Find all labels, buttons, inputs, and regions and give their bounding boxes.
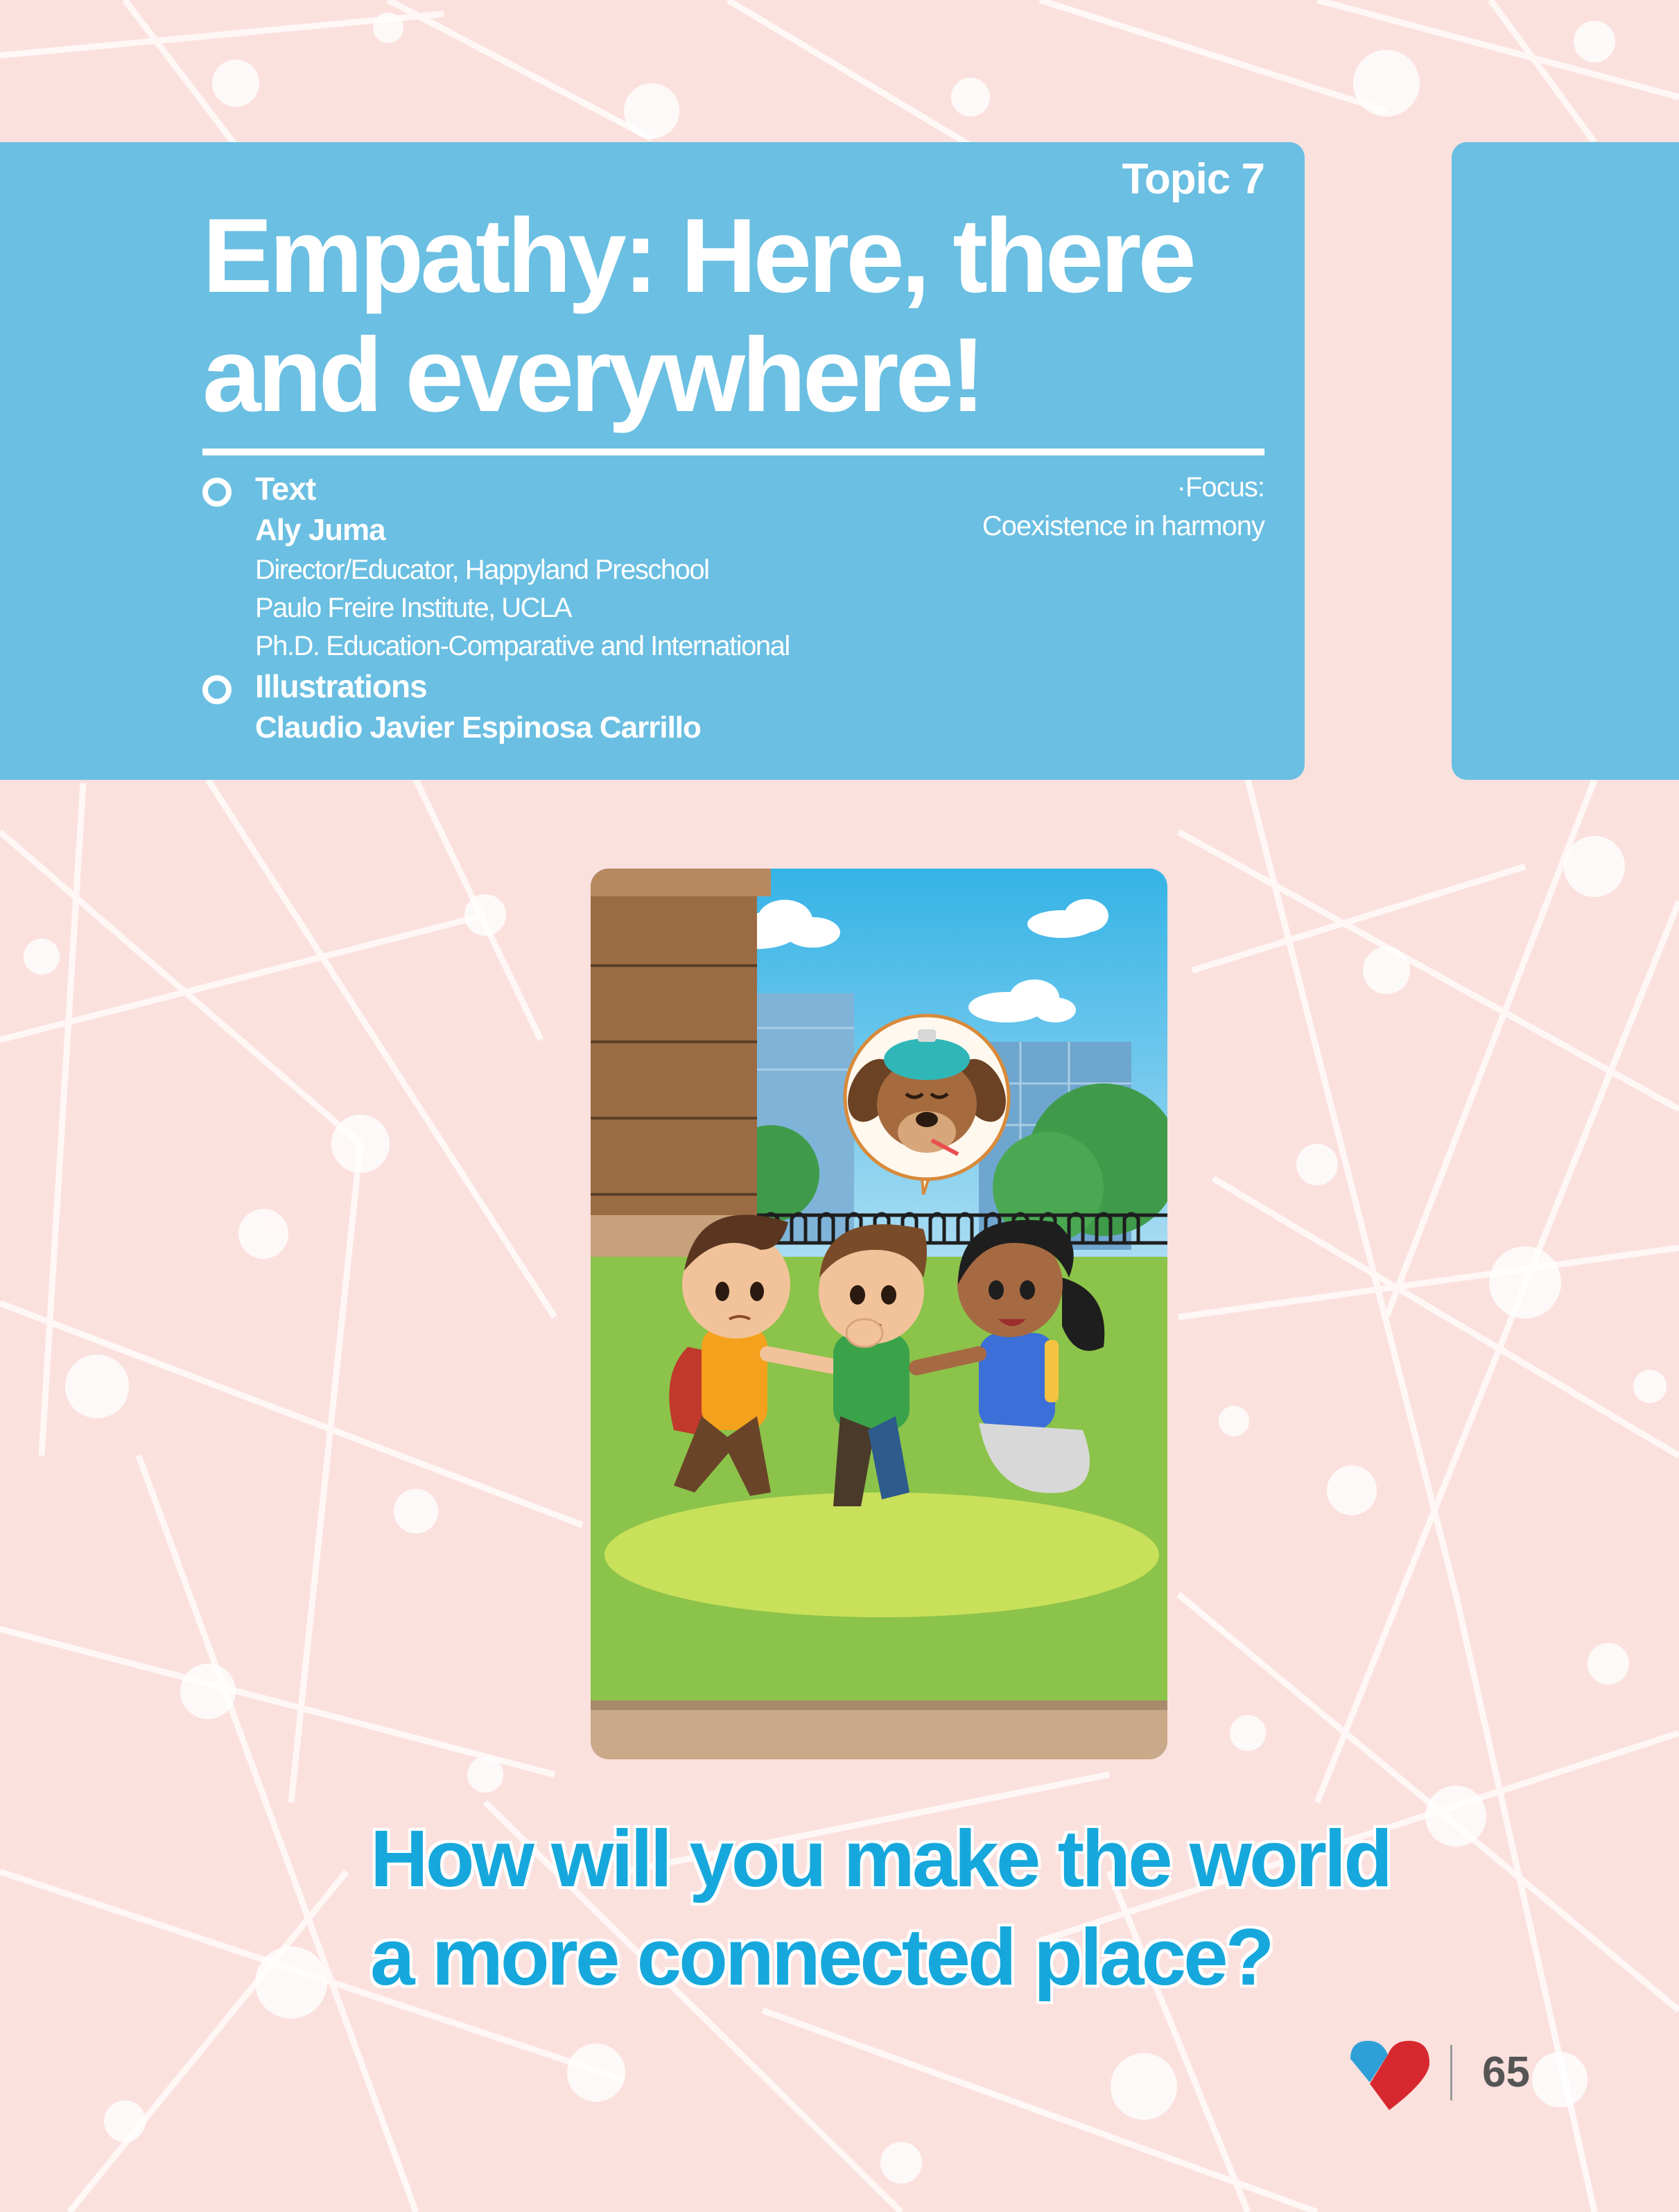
title-divider bbox=[202, 449, 1264, 455]
page-number: 65 bbox=[1482, 2048, 1530, 2096]
question-line-1: How will you make the world bbox=[370, 1813, 1391, 1904]
topic-header-panel bbox=[0, 142, 1305, 780]
illustrations-credit-heading: Illustrations bbox=[255, 668, 427, 704]
bullet-ring-icon bbox=[202, 478, 232, 507]
bullet-ring-icon bbox=[202, 675, 232, 704]
illustrator-name: Claudio Javier Espinosa Carrillo bbox=[255, 711, 701, 744]
path bbox=[591, 1707, 1167, 1759]
pillar bbox=[591, 879, 757, 1264]
text-credit bbox=[202, 468, 896, 665]
title-line-1: Empathy: Here, there bbox=[202, 197, 1193, 315]
pillar-cap bbox=[591, 869, 771, 896]
heart-logo-icon bbox=[1345, 2038, 1435, 2114]
question-line-2: a more connected place? bbox=[370, 1912, 1272, 2002]
focus-value: Coexistence in harmony bbox=[982, 511, 1264, 541]
author-line: Paulo Freire Institute, UCLA bbox=[255, 593, 571, 623]
illustration-credit bbox=[202, 665, 896, 749]
page-title bbox=[202, 196, 1270, 435]
focus-label: ·Focus: bbox=[1176, 472, 1264, 503]
topic-label: Topic 7 bbox=[1122, 155, 1264, 203]
guiding-question bbox=[370, 1809, 1396, 2006]
focus-note bbox=[982, 468, 1264, 546]
credits bbox=[202, 468, 896, 749]
author-line: Director/Educator, Happyland Preschool bbox=[255, 555, 709, 585]
author-name: Aly Juma bbox=[255, 513, 385, 547]
grass-highlight bbox=[604, 1492, 1159, 1617]
footer-divider bbox=[1450, 2045, 1452, 2100]
title-line-2: and everywhere! bbox=[202, 316, 982, 434]
text-credit-heading: Text bbox=[255, 471, 316, 507]
author-line: Ph.D. Education-Comparative and International bbox=[255, 631, 790, 661]
side-tab bbox=[1452, 142, 1679, 780]
story-illustration bbox=[591, 869, 1167, 1759]
